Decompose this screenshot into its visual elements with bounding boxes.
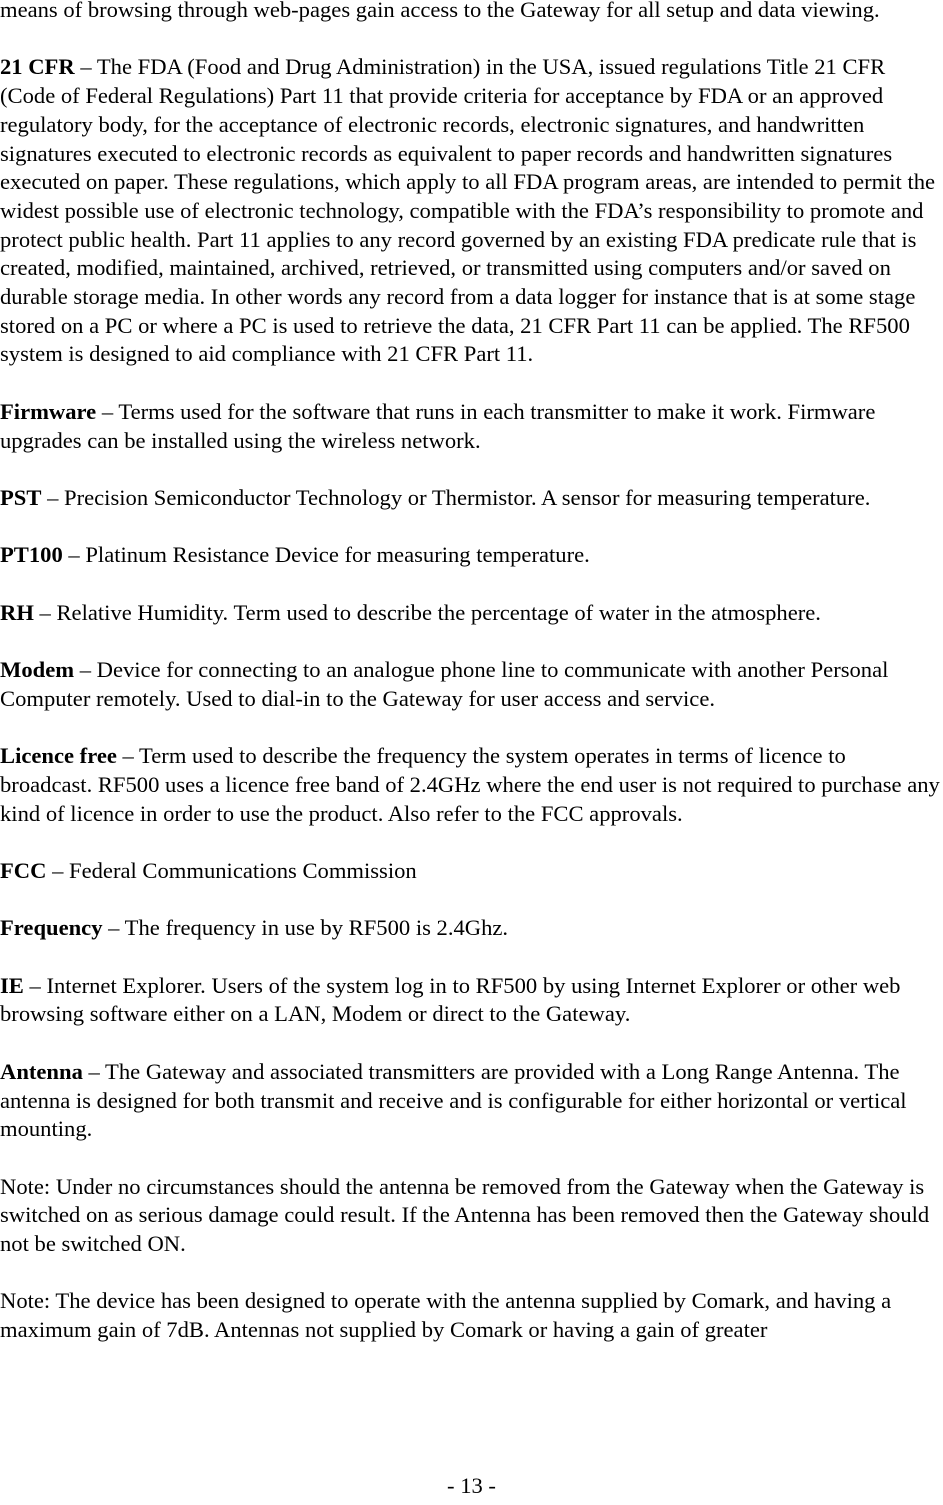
glossary-definition: – Platinum Resistance Device for measuring temperature. [62, 542, 590, 568]
glossary-term: PST [0, 484, 42, 510]
glossary-term: Frequency [0, 915, 103, 941]
glossary-term: Antenna [0, 1058, 83, 1084]
glossary-term: Licence free [0, 743, 117, 769]
glossary-definition: – The frequency in use by RF500 is 2.4Ghz. [102, 915, 509, 941]
glossary-entry-fcc [0, 857, 943, 886]
glossary-entry-frequency [0, 914, 943, 943]
glossary-term: RH [0, 599, 34, 625]
glossary-entry-licence-free [0, 742, 943, 828]
glossary-entry-modem [0, 656, 943, 713]
note-paragraph: Note: The device has been designed to operate with the antenna supplied by Comark, and having a maximum gain of 7dB. Antennas not supplied by Comark or having a gain of greater [0, 1288, 892, 1343]
glossary-entry-rh [0, 599, 943, 628]
glossary-term: Firmware [0, 398, 97, 424]
glossary-entry-firmware [0, 398, 943, 455]
glossary-entry-ie [0, 972, 943, 1029]
glossary-definition: – Federal Communications Commission [46, 857, 417, 883]
glossary-entry-pt100 [0, 541, 943, 570]
glossary-definition: – The Gateway and associated transmitters are provided with a Long Range Antenna. The antenna is designed for both transmit and receive and is configurable for either horizontal or vertical mounting. [0, 1058, 907, 1142]
glossary-entry-antenna [0, 1058, 943, 1144]
glossary-term: Modem [0, 657, 75, 683]
glossary-definition: – Device for connecting to an analogue phone line to communicate with another Personal Computer remotely. Used to dial-in to the Gateway for user access and service. [0, 657, 889, 711]
page-number: - 13 - [447, 1473, 496, 1498]
intro-paragraph: means of browsing through web-pages gain access to the Gateway for all setup and data viewing. [0, 0, 880, 22]
glossary-definition: – Term used to describe the frequency the system operates in terms of licence to broadcast. RF500 uses a licence free band of 2.4GHz where the end user is not required to purchase any kind of licence in order to use the product. Also refer to the FCC approvals. [0, 743, 940, 826]
note-paragraph: Note: Under no circumstances should the antenna be removed from the Gateway when the Gateway is switched on as serious damage could result. If the Antenna has been removed then the Gateway should not be switched ON. [0, 1173, 930, 1257]
glossary-term: IE [0, 972, 24, 998]
glossary-definition: – Precision Semiconductor Technology or Thermistor. A sensor for measuring temperature. [41, 484, 871, 510]
glossary-term: PT100 [0, 542, 63, 568]
glossary-term: 21 CFR [0, 54, 75, 80]
glossary-definition: – Relative Humidity. Term used to describe the percentage of water in the atmosphere. [33, 599, 821, 625]
glossary-definition: – The FDA (Food and Drug Administration) in the USA, issued regulations Title 21 CFR (Code of Federal Regulations) Part 11 that provide criteria for acceptance by FDA or an approved regulatory body, for the acceptance of electronic records, electronic signatures, and handwritten signatures executed to electronic records as equivalent to paper records and handwritten signatures executed on paper. These regulations, which apply to all FDA program areas, are intended to permit the widest possible use of electronic technology, compatible with the FDA’s responsibility to promote and protect public health. Part 11 applies to any record governed by an existing FDA predicate rule that is created, modified, maintained, archived, retrieved, or transmitted using computers and/or saved on durable storage media. In other words any record from a data logger for instance that is at some stage stored on a PC or where a PC is used to retrieve the data, 21 CFR Part 11 can be applied. The RF500 system is designed to aid compliance with 21 CFR Part 11. [0, 54, 936, 367]
glossary-term: FCC [0, 857, 47, 883]
glossary-definition: – Internet Explorer. Users of the system log in to RF500 by using Internet Explorer or other web browsing software either on a LAN, Modem or direct to the Gateway. [0, 972, 901, 1027]
glossary-definition: – Terms used for the software that runs in each transmitter to make it work. Firmware upgrades can be installed using the wireless network. [0, 398, 876, 453]
glossary-entry-pst [0, 484, 943, 513]
glossary-entry-21-cfr [0, 53, 943, 369]
